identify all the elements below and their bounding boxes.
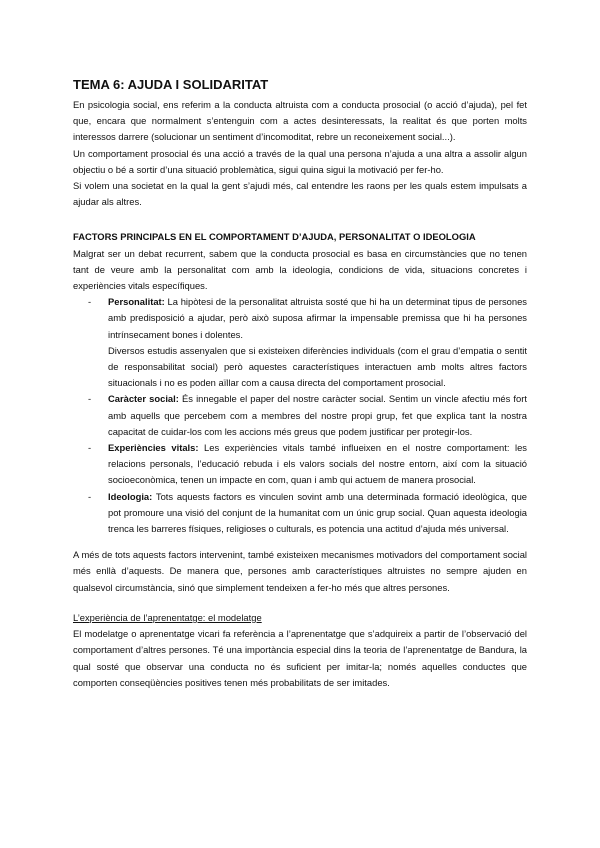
document-page: [73, 76, 527, 691]
factor-term: Experiències vitals:: [108, 442, 199, 454]
factor-item-caracter-social: [108, 391, 527, 440]
factors-conclusion-paragraph: A més de tots aquests factors intervenint, també existeixen mecanismes motivadors del comportament social més enllà d’aquests. De manera que, persones amb característiques altruistes no sempre ajuden en qualsevol circumstància, sinó que simplement tendeixen a fer-ho més que altres persones.: [73, 549, 527, 593]
document-title: TEMA 6: AJUDA I SOLIDARITAT: [73, 77, 269, 92]
modelling-paragraph: El modelatge o aprenentatge vicari fa referència a l’aprenentatge que s’adquireix a partir de l’observació del comportament d’altres persones. Té una importància especial dins la teoria de l’aprenentatge de Bandura, la qual sosté que observar una conducta no és suficient per imitar-la; només aquelles conductes que comporten conseqüències positives tenen més probabilitats de ser imitades.: [73, 628, 527, 688]
factors-list: [73, 294, 527, 537]
intro-paragraph: Un comportament prosocial és una acció a través de la qual una persona n’ajuda a una altra a assolir algun objectiu o bé a sortir d’una situació problemàtica, sigui quina sigui la motivació per fer-ho.: [73, 147, 527, 175]
factor-text: Tots aquests factors es vinculen sovint amb una determinada formació ideològica, que pot promoure una visió del conjunt de la humanitat com un únic grup social. Quan aquesta ideologia trenca les barreres físiques, religioses o culturals, es potencia una actitud d’ajuda més universal.: [108, 490, 527, 535]
intro-paragraph: Si volem una societat en la qual la gent s’ajudi més, cal entendre les raons per les quals estem impulsats a ajudar als altres.: [73, 180, 527, 208]
factor-item-ideologia: [108, 489, 527, 538]
intro-paragraph: En psicologia social, ens referim a la conducta altruista com a conducta prosocial (o acció d’ajuda), pel fet que, encara que normalment s’entenguin com a actes desinteressats, la realitat és que porten molts interessos darrere (solucionar un sentiment d’incomoditat, rebre un reconeixement social...).: [73, 99, 527, 143]
factor-term: Ideologia:: [108, 490, 153, 502]
factor-extra-text: Diversos estudis assenyalen que si existeixen diferències individuals (com el grau d’empatia o sentit de responsabilitat social) però aquestes característiques interactuen amb molts altres factors situacionals i no es poden aïllar com a causa directa del comportament prosocial.: [108, 344, 527, 389]
modelling-section-heading: L’experiència de l’aprenentatge: el modelatge: [73, 611, 262, 623]
factor-item-experiencies-vitals: [108, 440, 527, 489]
factors-intro-paragraph: Malgrat ser un debat recurrent, sabem que la conducta prosocial es basa en circumstàncies que no tenen tant de veure amb la personalitat com amb la ideologia, condicions de vida, situacions concretes i experiències vitals específiques.: [73, 247, 527, 292]
factor-text: La hipòtesi de la personalitat altruista sosté que hi ha un determinat tipus de persones amb predisposició a ajudar, però això suposa afirmar la impensable premissa que hi ha persones intrínsecament bones i dolentes.: [108, 296, 527, 340]
factors-section-heading: FACTORS PRINCIPALS EN EL COMPORTAMENT D’AJUDA, PERSONALITAT O IDEOLOGIA: [73, 231, 476, 243]
factor-term: Personalitat:: [108, 296, 165, 308]
factor-text: És innegable el paper del nostre caràcter social. Sentim un vincle afectiu més fort amb aquells que percebem com a membres del nostre propi grup, fet que explica tant la nostra capacitat de cuidar-los com les accions més greus que podem justificar per protegir-los.: [108, 393, 527, 437]
factor-term: Caràcter social:: [108, 393, 179, 405]
factor-text: Les experiències vitals també influeixen en el nostre comportament: les relacions personals, l’educació rebuda i els valors socials del nostre entorn, així com la situació socioeconòmica, tenen un impacte en com, quan i amb qui actuem de manera prosocial.: [108, 442, 527, 486]
factor-item-personalitat: [108, 294, 527, 391]
